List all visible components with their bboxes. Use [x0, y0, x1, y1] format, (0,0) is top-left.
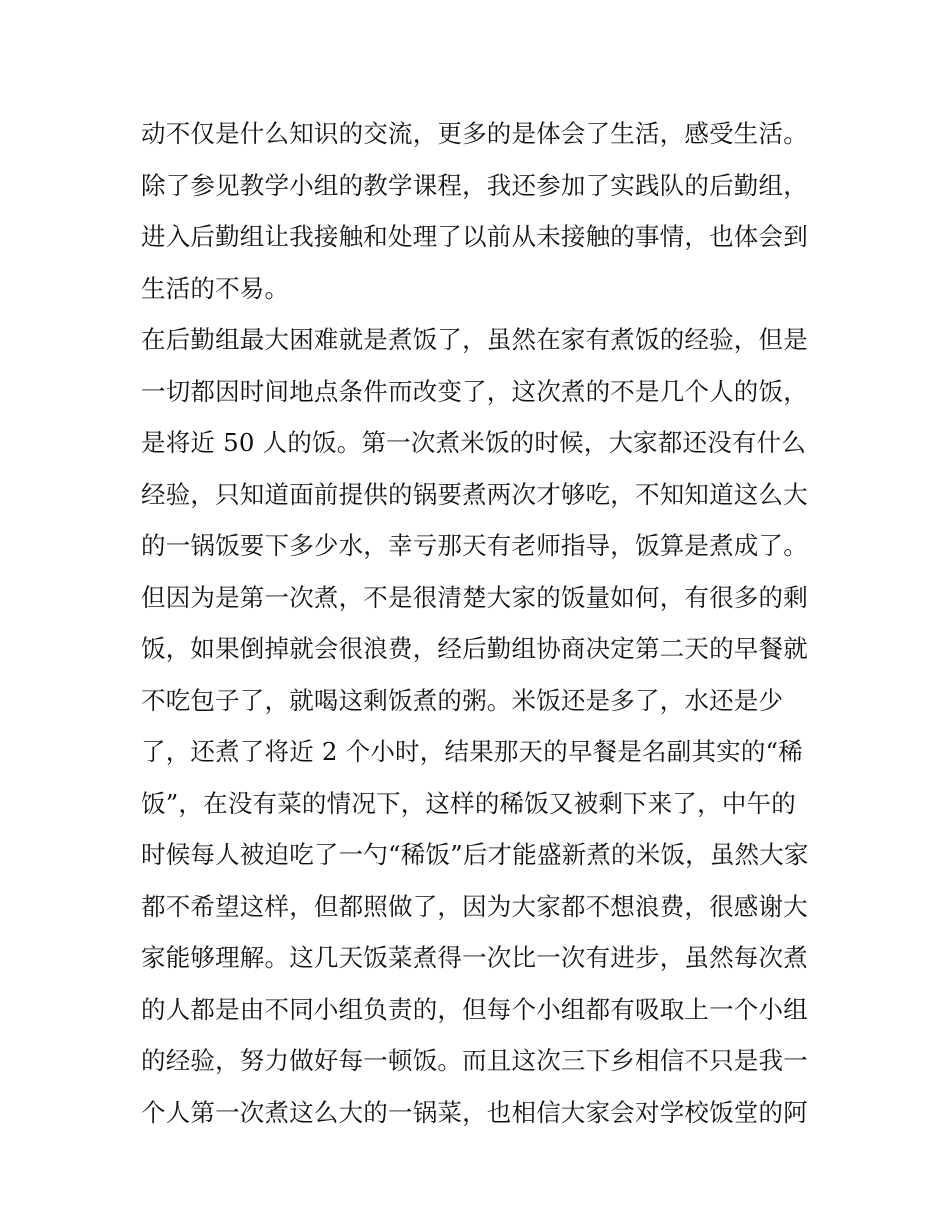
text-line: 但因为是第一次煮，不是很清楚大家的饭量如何，有很多的剩	[141, 582, 808, 612]
text-line: 时候每人被迫吃了一勺“稀饭”后才能盛新煮的米饭，虽然大家	[141, 840, 809, 869]
text-line: 家能够理解。这几天饭菜煮得一次比一次有进步，虽然每次煮	[141, 943, 808, 972]
text-line: 的一锅饭要下多少水，幸亏那天有老师指导，饭算是煮成了。	[141, 531, 808, 560]
text-line: 的人都是由不同小组负责的，但每个小组都有吸取上一个小组	[141, 994, 808, 1024]
text-line: 进入后勤组让我接触和处理了以前从未接触的事情，也体会到	[141, 222, 808, 251]
text-line: 生活的不易。	[141, 273, 290, 303]
text-line: 了，还煮了将近 2 个小时，结果那天的早餐是名副其实的“稀	[141, 737, 803, 766]
text-line: 饭，如果倒掉就会很浪费，经后勤组协商决定第二天的早餐就	[141, 634, 808, 663]
text-line: 经验，只知道面前提供的锅要煮两次才够吃，不知知道这么大	[141, 479, 808, 509]
text-line: 除了参见教学小组的教学课程，我还参加了实践队的后勤组，	[141, 170, 808, 200]
text-line: 个人第一次煮这么大的一锅菜，也相信大家会对学校饭堂的阿	[141, 1097, 808, 1127]
text-line: 不吃包子了，就喝这剩饭煮的粥。米饭还是多了，水还是少	[141, 685, 784, 715]
text-line: 是将近 50 人的饭。第一次煮米饭的时候，大家都还没有什么	[141, 428, 807, 457]
text-line: 的经验，努力做好每一顿饭。而且这次三下乡相信不只是我一	[141, 1046, 808, 1075]
body-text	[141, 108, 821, 1138]
text-line: 都不希望这样，但都照做了，因为大家都不想浪费，很感谢大	[141, 891, 808, 921]
text-line: 在后勤组最大困难就是煮饭了，虽然在家有煮饭的经验，但是	[141, 325, 808, 354]
text-line: 一切都因时间地点条件而改变了，这次煮的不是几个人的饭，	[141, 376, 808, 406]
text-line: 饭”，在没有菜的情况下，这样的稀饭又被剩下来了，中午的	[141, 788, 796, 818]
text-line: 动不仅是什么知识的交流，更多的是体会了生活，感受生活。	[141, 119, 808, 148]
